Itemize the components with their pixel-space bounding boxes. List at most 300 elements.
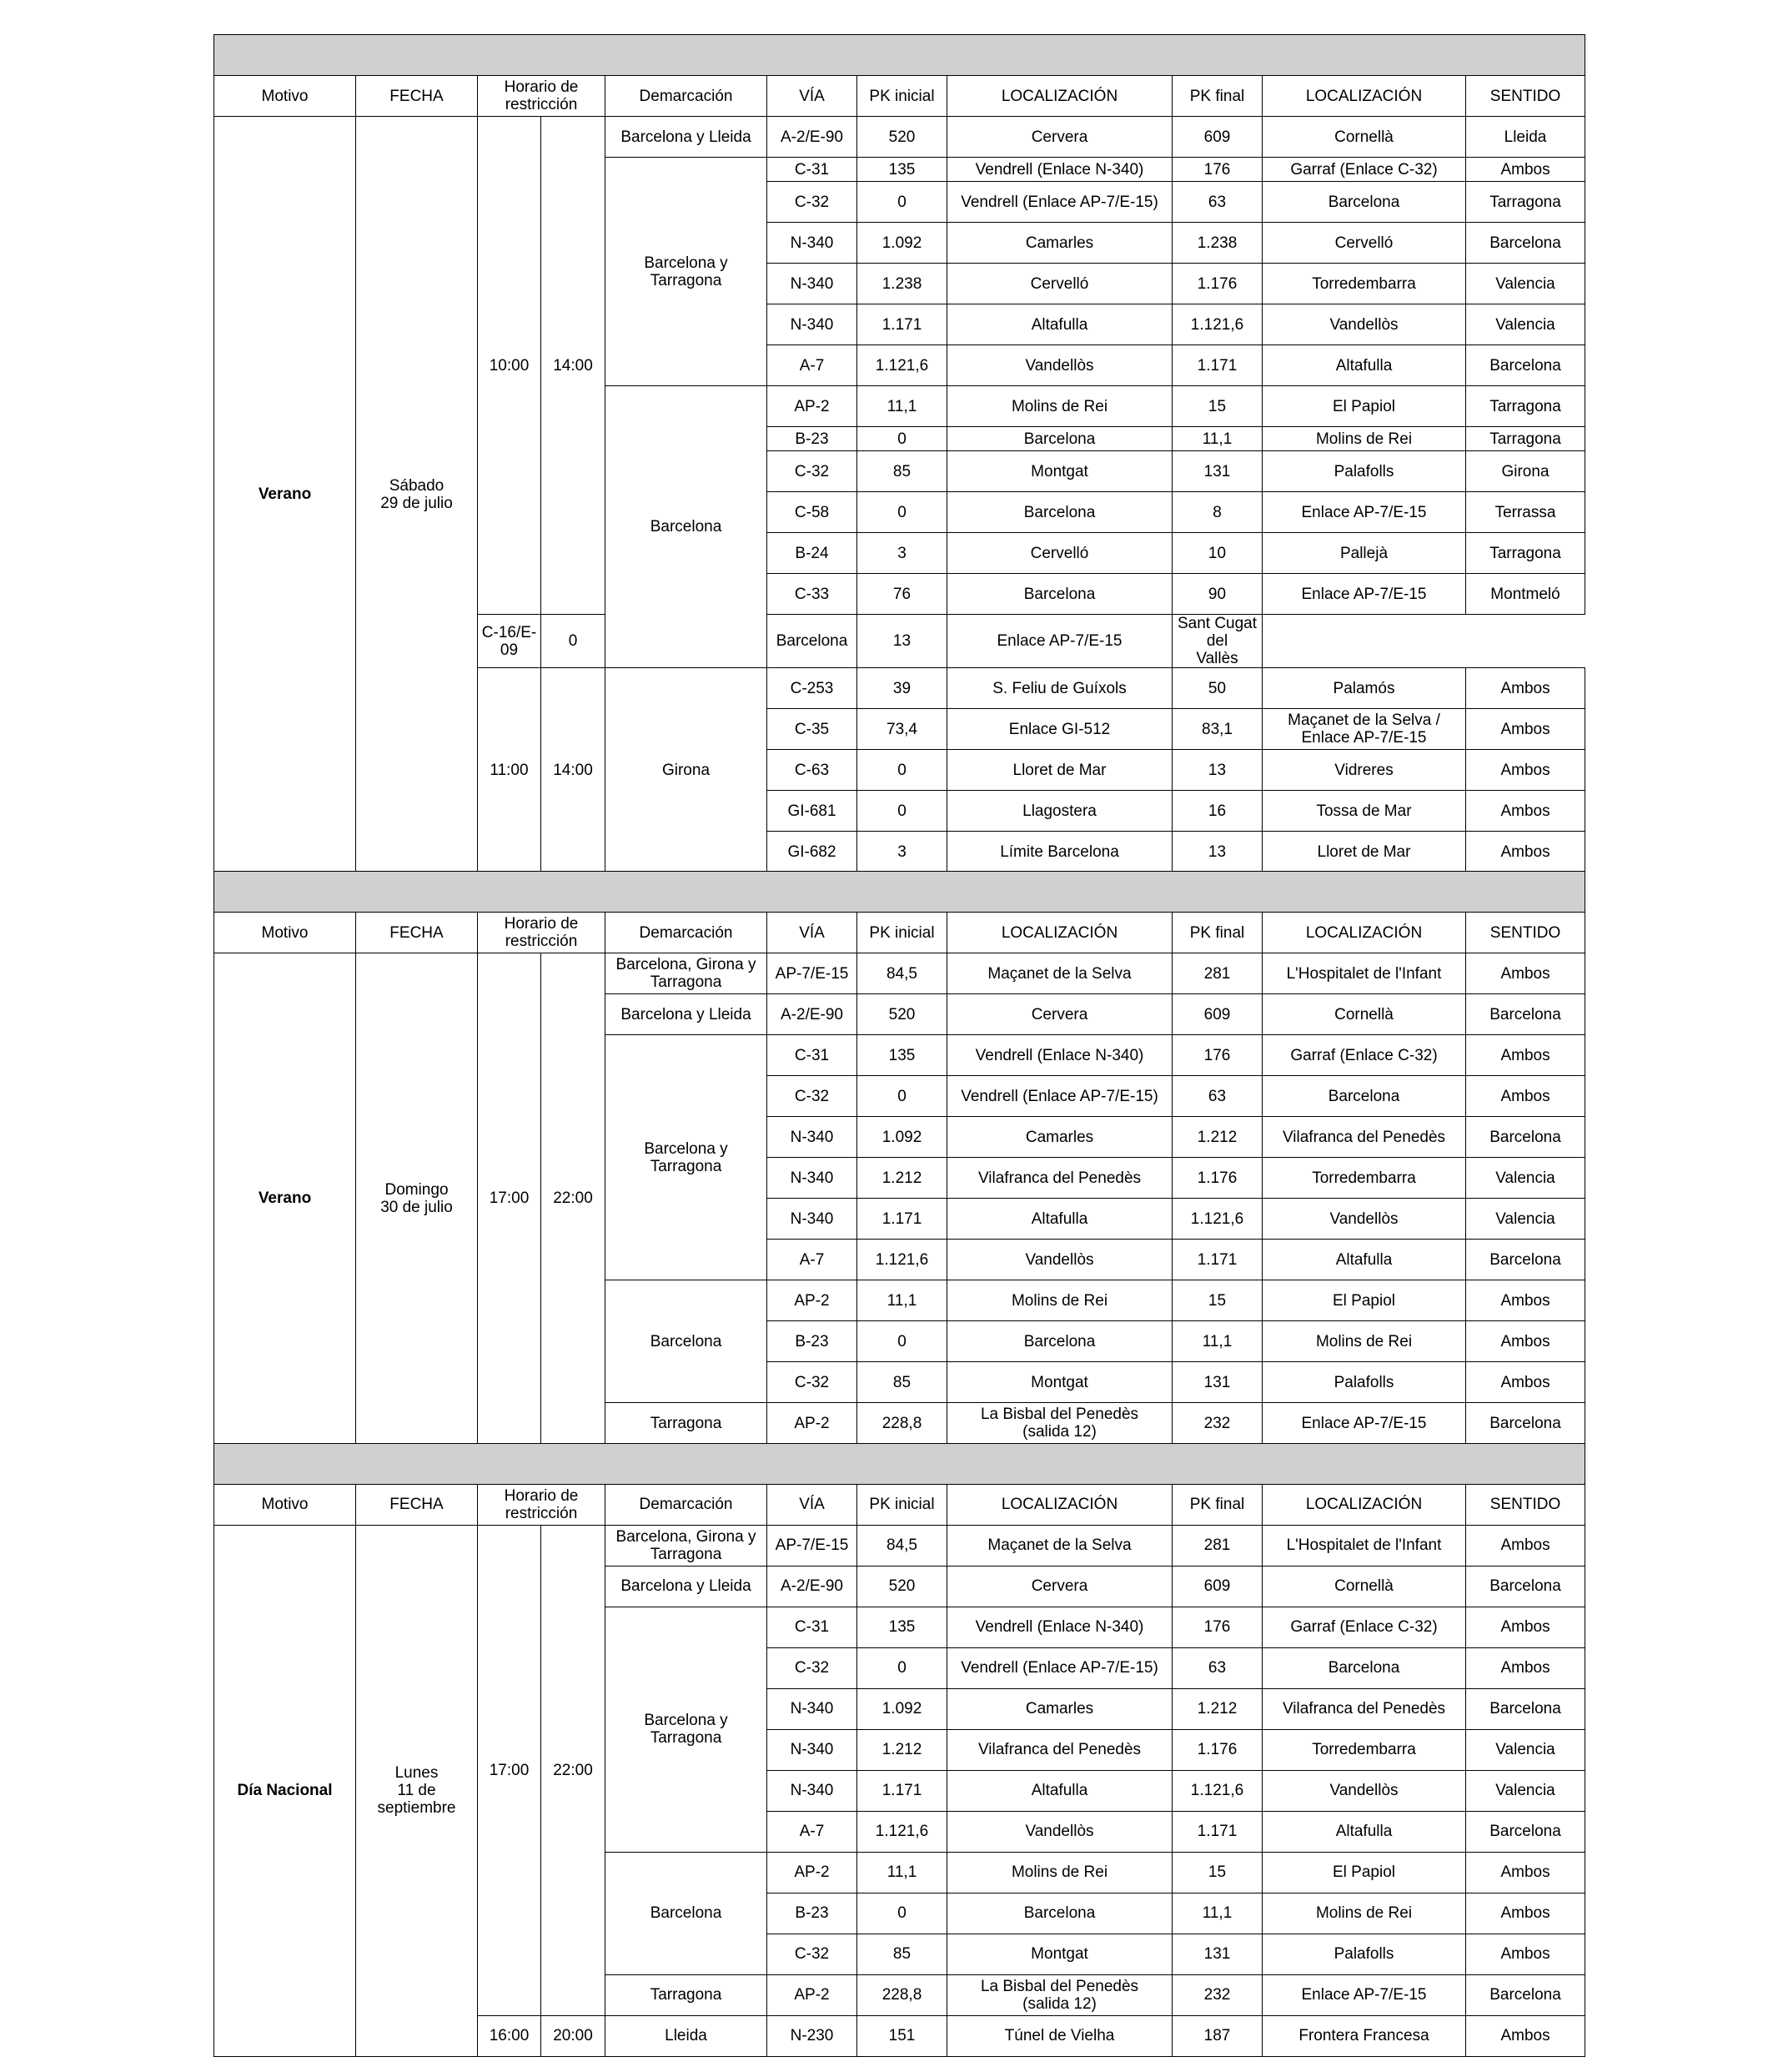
localizacion-inicio-cell: Vilafranca del Penedès	[947, 1158, 1173, 1199]
via-cell: C-32	[767, 1362, 857, 1403]
pk-inicial-cell: 520	[857, 1566, 947, 1607]
sentido-cell: Ambos	[1466, 158, 1585, 182]
via-cell: C-32	[767, 182, 857, 223]
pk-final-cell: 63	[1173, 182, 1263, 223]
localizacion-inicio-header: LOCALIZACIÓN	[947, 1484, 1173, 1525]
pk-inicial-cell: 1.171	[857, 304, 947, 345]
via-cell: AP-7/E-15	[767, 1525, 857, 1566]
localizacion-fin-cell: Barcelona	[1263, 1647, 1466, 1688]
localizacion-fin-cell: Frontera Francesa	[1263, 2015, 1466, 2056]
hora-fin-cell: 20:00	[541, 2015, 605, 2056]
pk-final-cell: 1.171	[1173, 345, 1263, 386]
section-band	[214, 35, 1585, 76]
localizacion-fin-cell: Cornellà	[1263, 117, 1466, 158]
hora-fin-cell: 22:00	[541, 1525, 605, 2015]
motivo-cell: Verano	[214, 953, 356, 1444]
localizacion-fin-cell: Palamós	[1263, 668, 1466, 709]
localizacion-fin-header: LOCALIZACIÓN	[1263, 1484, 1466, 1525]
pk-final-cell: 1.121,6	[1173, 1770, 1263, 1811]
localizacion-fin-cell: Vandellòs	[1263, 304, 1466, 345]
horario-header: Horario de restricción	[478, 913, 605, 953]
pk-final-cell: 232	[1173, 1974, 1263, 2015]
sentido-cell: Ambos	[1466, 1076, 1585, 1117]
via-cell: C-31	[767, 1607, 857, 1647]
sentido-cell: Barcelona	[1466, 1566, 1585, 1607]
via-cell: C-32	[767, 1647, 857, 1688]
pk-inicial-cell: 520	[857, 994, 947, 1035]
via-cell: AP-2	[767, 386, 857, 427]
localizacion-inicio-cell: Barcelona	[947, 1321, 1173, 1362]
demarcacion-header: Demarcación	[605, 76, 767, 117]
fecha-cell: Lunes 11 de septiembre	[356, 1525, 478, 2056]
sentido-cell: Ambos	[1466, 1280, 1585, 1321]
via-cell: N-340	[767, 223, 857, 264]
localizacion-fin-cell: Molins de Rei	[1263, 427, 1466, 451]
sentido-cell: Terrassa	[1466, 492, 1585, 533]
demarcacion-cell: Barcelona y Tarragona	[605, 1607, 767, 1852]
localizacion-fin-cell: Garraf (Enlace C-32)	[1263, 1607, 1466, 1647]
via-cell: GI-682	[767, 832, 857, 873]
section-band	[214, 1443, 1585, 1484]
section-band	[214, 872, 1585, 913]
sentido-cell: Barcelona	[1466, 1240, 1585, 1280]
localizacion-inicio-cell: Maçanet de la Selva	[947, 953, 1173, 994]
via-cell: N-340	[767, 1158, 857, 1199]
localizacion-inicio-cell: Molins de Rei	[947, 1852, 1173, 1893]
pk-final-cell: 1.121,6	[1173, 304, 1263, 345]
hora-fin-cell: 14:00	[541, 117, 605, 615]
localizacion-inicio-cell: Vendrell (Enlace N-340)	[947, 1607, 1173, 1647]
via-cell: C-253	[767, 668, 857, 709]
pk-final-cell: 13	[1173, 750, 1263, 791]
via-cell: N-340	[767, 264, 857, 304]
via-cell: A-2/E-90	[767, 994, 857, 1035]
pk-final-cell: 1.212	[1173, 1688, 1263, 1729]
pk-inicial-cell: 11,1	[857, 1280, 947, 1321]
pk-final-cell: 281	[1173, 1525, 1263, 1566]
pk-final-cell: 281	[1173, 953, 1263, 994]
sentido-cell: Ambos	[1466, 1362, 1585, 1403]
pk-inicial-cell: 11,1	[857, 1852, 947, 1893]
localizacion-fin-cell: Cervelló	[1263, 223, 1466, 264]
pk-inicial-cell: 520	[857, 117, 947, 158]
via-cell: AP-7/E-15	[767, 953, 857, 994]
pk-inicial-cell: 1.121,6	[857, 345, 947, 386]
pk-inicial-cell: 76	[857, 574, 947, 615]
motivo-header: Motivo	[214, 913, 356, 953]
pk-final-cell: 10	[1173, 533, 1263, 574]
pk-final-cell: 609	[1173, 994, 1263, 1035]
via-cell: N-340	[767, 1688, 857, 1729]
sentido-cell: Valencia	[1466, 304, 1585, 345]
pk-inicial-cell: 0	[857, 750, 947, 791]
pk-final-cell: 131	[1173, 1362, 1263, 1403]
pk-final-cell: 1.212	[1173, 1117, 1263, 1158]
localizacion-inicio-cell: Barcelona	[947, 574, 1173, 615]
via-cell: C-32	[767, 1934, 857, 1974]
pk-inicial-cell: 1.171	[857, 1199, 947, 1240]
hora-inicio-cell: 10:00	[478, 117, 541, 615]
localizacion-inicio-cell: Montgat	[947, 1362, 1173, 1403]
localizacion-fin-cell: Cornellà	[1263, 994, 1466, 1035]
pk-inicial-cell: 135	[857, 1607, 947, 1647]
sentido-cell: Ambos	[1466, 1525, 1585, 1566]
sentido-cell: Tarragona	[1466, 182, 1585, 223]
pk-final-cell: 176	[1173, 1035, 1263, 1076]
pk-final-cell: 131	[1173, 1934, 1263, 1974]
demarcacion-cell: Barcelona, Girona y Tarragona	[605, 1525, 767, 1566]
pk-inicial-cell: 1.171	[857, 1770, 947, 1811]
localizacion-inicio-cell: Montgat	[947, 451, 1173, 492]
sentido-cell: Valencia	[1466, 264, 1585, 304]
pk-final-cell: 63	[1173, 1647, 1263, 1688]
localizacion-fin-cell: Molins de Rei	[1263, 1893, 1466, 1934]
localizacion-fin-cell: Vilafranca del Penedès	[1263, 1688, 1466, 1729]
localizacion-inicio-cell: Vendrell (Enlace AP-7/E-15)	[947, 182, 1173, 223]
localizacion-fin-cell: El Papiol	[1263, 386, 1466, 427]
pk-inicial-cell: 1.092	[857, 1688, 947, 1729]
sentido-cell: Ambos	[1466, 791, 1585, 832]
pk-inicial-cell: 0	[857, 1076, 947, 1117]
localizacion-inicio-cell: Llagostera	[947, 791, 1173, 832]
via-cell: C-33	[767, 574, 857, 615]
pk-inicial-cell: 0	[857, 427, 947, 451]
localizacion-fin-cell: Altafulla	[1263, 1240, 1466, 1280]
via-cell: C-35	[767, 709, 857, 750]
localizacion-inicio-cell: Vendrell (Enlace AP-7/E-15)	[947, 1076, 1173, 1117]
via-cell: A-7	[767, 1811, 857, 1852]
pk-inicial-cell: 85	[857, 1362, 947, 1403]
localizacion-inicio-cell: Vendrell (Enlace N-340)	[947, 158, 1173, 182]
sentido-header: SENTIDO	[1466, 76, 1585, 117]
header-row	[214, 1484, 1585, 1525]
sentido-cell: Valencia	[1466, 1729, 1585, 1770]
fecha-header: FECHA	[356, 76, 478, 117]
via-cell: AP-2	[767, 1852, 857, 1893]
horario-header: Horario de restricción	[478, 76, 605, 117]
pk-inicial-cell: 0	[857, 1647, 947, 1688]
pk-inicial-cell: 1.121,6	[857, 1811, 947, 1852]
section-table	[213, 34, 1585, 873]
localizacion-inicio-cell: Camarles	[947, 223, 1173, 264]
pk-final-cell: 15	[1173, 386, 1263, 427]
localizacion-fin-cell: Molins de Rei	[1263, 1321, 1466, 1362]
section-table	[213, 1443, 1585, 2057]
sentido-cell: Barcelona	[1466, 994, 1585, 1035]
localizacion-inicio-cell: Altafulla	[947, 1770, 1173, 1811]
sentido-cell: Lleida	[1466, 117, 1585, 158]
localizacion-inicio-cell: Cervera	[947, 117, 1173, 158]
pk-inicial-cell: 1.212	[857, 1158, 947, 1199]
via-cell: A-2/E-90	[767, 1566, 857, 1607]
via-cell: N-340	[767, 1199, 857, 1240]
sentido-cell: Tarragona	[1466, 386, 1585, 427]
localizacion-inicio-cell: Altafulla	[947, 304, 1173, 345]
sentido-header: SENTIDO	[1466, 1484, 1585, 1525]
demarcacion-header: Demarcación	[605, 1484, 767, 1525]
pk-final-header: PK final	[1173, 1484, 1263, 1525]
localizacion-fin-cell: Enlace AP-7/E-15	[947, 615, 1173, 668]
localizacion-inicio-cell: Túnel de Vielha	[947, 2015, 1173, 2056]
pk-final-cell: 15	[1173, 1280, 1263, 1321]
localizacion-inicio-cell: Cervera	[947, 1566, 1173, 1607]
localizacion-fin-cell: El Papiol	[1263, 1852, 1466, 1893]
via-cell: B-23	[767, 427, 857, 451]
localizacion-inicio-cell: Barcelona	[947, 427, 1173, 451]
pk-final-cell: 131	[1173, 451, 1263, 492]
fecha-cell: Domingo 30 de julio	[356, 953, 478, 1444]
pk-inicial-cell: 11,1	[857, 386, 947, 427]
demarcacion-cell: Barcelona y Tarragona	[605, 158, 767, 386]
pk-final-cell: 1.176	[1173, 264, 1263, 304]
localizacion-fin-cell: Garraf (Enlace C-32)	[1263, 1035, 1466, 1076]
pk-final-cell: 232	[1173, 1403, 1263, 1444]
via-cell: C-58	[767, 492, 857, 533]
localizacion-fin-cell: Cornellà	[1263, 1566, 1466, 1607]
motivo-cell: Verano	[214, 117, 356, 873]
pk-final-cell: 609	[1173, 1566, 1263, 1607]
fecha-cell: Sábado 29 de julio	[356, 117, 478, 873]
localizacion-inicio-cell: Camarles	[947, 1688, 1173, 1729]
via-cell: C-32	[767, 1076, 857, 1117]
sentido-cell: Ambos	[1466, 2015, 1585, 2056]
table-row	[214, 953, 1585, 994]
pk-final-cell: 90	[1173, 574, 1263, 615]
pk-final-cell: 13	[857, 615, 947, 668]
localizacion-inicio-cell: Barcelona	[947, 1893, 1173, 1934]
via-header: VÍA	[767, 1484, 857, 1525]
localizacion-inicio-cell: Altafulla	[947, 1199, 1173, 1240]
localizacion-inicio-cell: Camarles	[947, 1117, 1173, 1158]
localizacion-inicio-cell: Enlace GI-512	[947, 709, 1173, 750]
demarcacion-cell: Tarragona	[605, 1974, 767, 2015]
sentido-cell: Ambos	[1466, 668, 1585, 709]
pk-inicial-cell: 1.092	[857, 1117, 947, 1158]
localizacion-inicio-cell: Barcelona	[767, 615, 857, 668]
via-cell: AP-2	[767, 1974, 857, 2015]
pk-inicial-cell: 135	[857, 1035, 947, 1076]
horario-header: Horario de restricción	[478, 1484, 605, 1525]
pk-inicial-cell: 0	[857, 791, 947, 832]
pk-inicial-header: PK inicial	[857, 1484, 947, 1525]
pk-final-cell: 11,1	[1173, 1893, 1263, 1934]
sentido-cell: Valencia	[1466, 1158, 1585, 1199]
hora-fin-cell: 14:00	[541, 668, 605, 873]
localizacion-inicio-cell: Vandellòs	[947, 1240, 1173, 1280]
pk-final-cell: 16	[1173, 791, 1263, 832]
pk-final-cell: 63	[1173, 1076, 1263, 1117]
pk-final-cell: 8	[1173, 492, 1263, 533]
pk-final-cell: 11,1	[1173, 1321, 1263, 1362]
localizacion-inicio-cell: Límite Barcelona	[947, 832, 1173, 873]
localizacion-fin-cell: Enlace AP-7/E-15	[1263, 492, 1466, 533]
pk-final-cell: 176	[1173, 1607, 1263, 1647]
sentido-cell: Ambos	[1466, 832, 1585, 873]
pk-inicial-cell: 85	[857, 1934, 947, 1974]
sentido-cell: Sant Cugat del Vallès	[1173, 615, 1263, 668]
localizacion-fin-cell: Torredembarra	[1263, 264, 1466, 304]
demarcacion-cell: Girona	[605, 668, 767, 873]
via-cell: A-7	[767, 1240, 857, 1280]
header-row	[214, 913, 1585, 953]
localizacion-inicio-cell: Lloret de Mar	[947, 750, 1173, 791]
localizacion-inicio-cell: Molins de Rei	[947, 386, 1173, 427]
sentido-cell: Ambos	[1466, 1852, 1585, 1893]
pk-inicial-cell: 3	[857, 832, 947, 873]
localizacion-fin-cell: Palafolls	[1263, 1934, 1466, 1974]
pk-final-cell: 11,1	[1173, 427, 1263, 451]
pk-inicial-cell: 1.212	[857, 1729, 947, 1770]
sentido-cell: Ambos	[1466, 1893, 1585, 1934]
localizacion-fin-cell: L'Hospitalet de l'Infant	[1263, 953, 1466, 994]
sentido-cell: Barcelona	[1466, 1974, 1585, 2015]
sentido-cell: Ambos	[1466, 1035, 1585, 1076]
sentido-cell: Barcelona	[1466, 223, 1585, 264]
localizacion-fin-cell: Maçanet de la Selva / Enlace AP-7/E-15	[1263, 709, 1466, 750]
via-cell: A-2/E-90	[767, 117, 857, 158]
via-header: VÍA	[767, 76, 857, 117]
localizacion-fin-cell: Enlace AP-7/E-15	[1263, 1974, 1466, 2015]
localizacion-fin-cell: Vandellòs	[1263, 1770, 1466, 1811]
sentido-cell: Tarragona	[1466, 427, 1585, 451]
localizacion-fin-cell: Barcelona	[1263, 182, 1466, 223]
localizacion-inicio-cell: Vandellòs	[947, 1811, 1173, 1852]
pk-final-cell: 1.176	[1173, 1729, 1263, 1770]
localizacion-fin-cell: Enlace AP-7/E-15	[1263, 1403, 1466, 1444]
demarcacion-cell: Barcelona	[605, 1852, 767, 1974]
demarcacion-cell: Barcelona	[605, 386, 767, 668]
localizacion-inicio-cell: Cervera	[947, 994, 1173, 1035]
pk-final-header: PK final	[1173, 76, 1263, 117]
localizacion-fin-cell: Lloret de Mar	[1263, 832, 1466, 873]
sentido-cell: Valencia	[1466, 1199, 1585, 1240]
sentido-cell: Barcelona	[1466, 1117, 1585, 1158]
via-cell: N-340	[767, 304, 857, 345]
sentido-cell: Barcelona	[1466, 1811, 1585, 1852]
sentido-cell: Barcelona	[1466, 1688, 1585, 1729]
localizacion-inicio-cell: S. Feliu de Guíxols	[947, 668, 1173, 709]
localizacion-fin-cell: Barcelona	[1263, 1076, 1466, 1117]
localizacion-fin-cell: Enlace AP-7/E-15	[1263, 574, 1466, 615]
pk-inicial-header: PK inicial	[857, 913, 947, 953]
pk-inicial-cell: 0	[857, 492, 947, 533]
demarcacion-header: Demarcación	[605, 913, 767, 953]
sentido-cell: Ambos	[1466, 709, 1585, 750]
sentido-cell: Ambos	[1466, 953, 1585, 994]
via-cell: GI-681	[767, 791, 857, 832]
pk-inicial-cell: 228,8	[857, 1403, 947, 1444]
localizacion-inicio-cell: Maçanet de la Selva	[947, 1525, 1173, 1566]
via-cell: C-32	[767, 451, 857, 492]
demarcacion-cell: Barcelona y Tarragona	[605, 1035, 767, 1280]
pk-inicial-cell: 151	[857, 2015, 947, 2056]
pk-final-cell: 15	[1173, 1852, 1263, 1893]
sentido-cell: Ambos	[1466, 1934, 1585, 1974]
localizacion-inicio-cell: Vandellòs	[947, 345, 1173, 386]
via-cell: B-23	[767, 1321, 857, 1362]
sentido-cell: Girona	[1466, 451, 1585, 492]
pk-inicial-cell: 1.092	[857, 223, 947, 264]
pk-final-cell: 1.176	[1173, 1158, 1263, 1199]
motivo-header: Motivo	[214, 76, 356, 117]
via-cell: N-340	[767, 1117, 857, 1158]
table-row	[214, 1525, 1585, 1566]
localizacion-inicio-cell: La Bisbal del Penedès (salida 12)	[947, 1403, 1173, 1444]
via-cell: AP-2	[767, 1280, 857, 1321]
demarcacion-cell: Barcelona, Girona y Tarragona	[605, 953, 767, 994]
sentido-cell: Ambos	[1466, 750, 1585, 791]
localizacion-inicio-cell: Molins de Rei	[947, 1280, 1173, 1321]
demarcacion-cell: Barcelona	[605, 1280, 767, 1403]
localizacion-fin-cell: Altafulla	[1263, 1811, 1466, 1852]
pk-inicial-cell: 39	[857, 668, 947, 709]
via-cell: AP-2	[767, 1403, 857, 1444]
hora-inicio-cell: 16:00	[478, 2015, 541, 2056]
sentido-cell: Ambos	[1466, 1321, 1585, 1362]
localizacion-fin-cell: Tossa de Mar	[1263, 791, 1466, 832]
localizacion-inicio-cell: Cervelló	[947, 264, 1173, 304]
restriction-table	[213, 34, 1585, 2057]
localizacion-fin-cell: El Papiol	[1263, 1280, 1466, 1321]
pk-final-cell: 176	[1173, 158, 1263, 182]
fecha-header: FECHA	[356, 1484, 478, 1525]
pk-final-cell: 187	[1173, 2015, 1263, 2056]
sentido-header: SENTIDO	[1466, 913, 1585, 953]
localizacion-fin-header: LOCALIZACIÓN	[1263, 76, 1466, 117]
localizacion-fin-cell: Palafolls	[1263, 1362, 1466, 1403]
fecha-header: FECHA	[356, 913, 478, 953]
sentido-cell: Tarragona	[1466, 533, 1585, 574]
localizacion-inicio-cell: Vendrell (Enlace AP-7/E-15)	[947, 1647, 1173, 1688]
demarcacion-cell: Barcelona y Lleida	[605, 1566, 767, 1607]
via-cell: A-7	[767, 345, 857, 386]
via-cell: C-63	[767, 750, 857, 791]
localizacion-inicio-cell: Vendrell (Enlace N-340)	[947, 1035, 1173, 1076]
pk-final-cell: 609	[1173, 117, 1263, 158]
pk-final-cell: 1.171	[1173, 1240, 1263, 1280]
localizacion-fin-header: LOCALIZACIÓN	[1263, 913, 1466, 953]
pk-inicial-cell: 1.238	[857, 264, 947, 304]
via-cell: N-230	[767, 2015, 857, 2056]
pk-inicial-cell: 228,8	[857, 1974, 947, 2015]
pk-inicial-cell: 0	[857, 182, 947, 223]
sentido-cell: Ambos	[1466, 1647, 1585, 1688]
pk-final-header: PK final	[1173, 913, 1263, 953]
localizacion-inicio-header: LOCALIZACIÓN	[947, 76, 1173, 117]
sentido-cell: Barcelona	[1466, 345, 1585, 386]
localizacion-fin-cell: L'Hospitalet de l'Infant	[1263, 1525, 1466, 1566]
pk-inicial-cell: 73,4	[857, 709, 947, 750]
sentido-cell: Barcelona	[1466, 1403, 1585, 1444]
localizacion-fin-cell: Torredembarra	[1263, 1158, 1466, 1199]
via-header: VÍA	[767, 913, 857, 953]
demarcacion-cell: Lleida	[605, 2015, 767, 2056]
via-cell: C-31	[767, 158, 857, 182]
via-cell: C-16/E-09	[478, 615, 541, 668]
localizacion-inicio-cell: La Bisbal del Penedès (salida 12)	[947, 1974, 1173, 2015]
localizacion-fin-cell: Vilafranca del Penedès	[1263, 1117, 1466, 1158]
pk-inicial-cell: 84,5	[857, 1525, 947, 1566]
sentido-cell: Valencia	[1466, 1770, 1585, 1811]
pk-inicial-cell: 84,5	[857, 953, 947, 994]
pk-inicial-cell: 1.121,6	[857, 1240, 947, 1280]
hora-inicio-cell: 17:00	[478, 1525, 541, 2015]
pk-final-cell: 83,1	[1173, 709, 1263, 750]
pk-final-cell: 50	[1173, 668, 1263, 709]
localizacion-inicio-header: LOCALIZACIÓN	[947, 913, 1173, 953]
via-cell: B-24	[767, 533, 857, 574]
localizacion-fin-cell: Vandellòs	[1263, 1199, 1466, 1240]
